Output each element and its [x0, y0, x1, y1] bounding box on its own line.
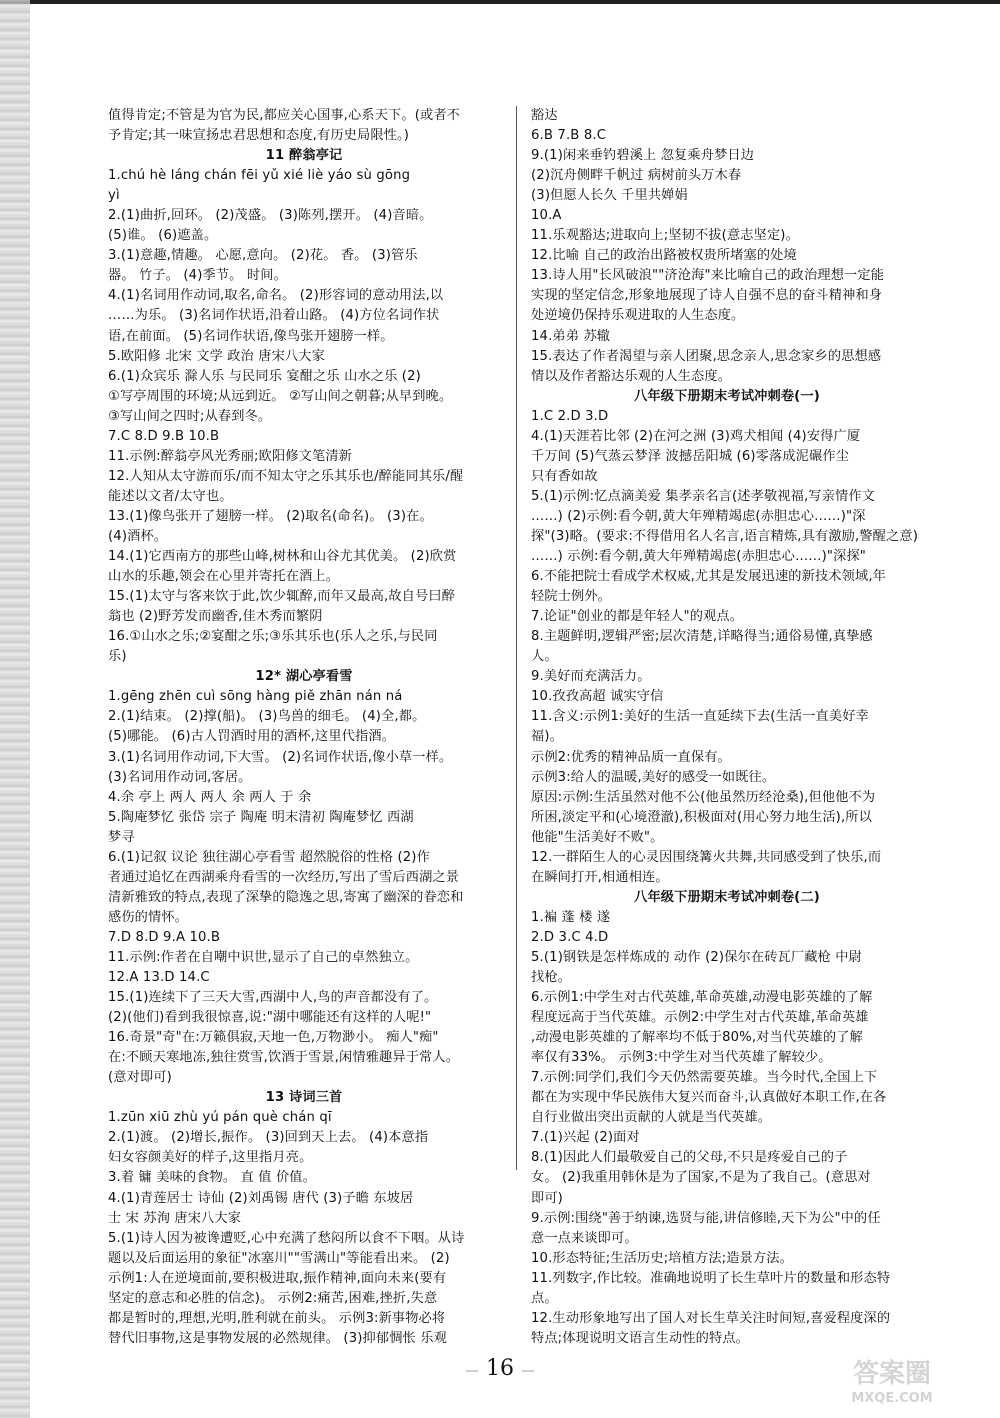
answer-line: 2.(1)渡。 (2)增长,振作。 (3)回到天上去。 (4)本意指: [108, 1130, 429, 1146]
answer-line: 8.(1)因此人们最敬爱自己的父母,不只是疼爱自己的子: [531, 1150, 848, 1166]
answer-line: 在瞬间打开,相通相连。: [531, 869, 669, 885]
answer-line: ……) 示例:看今朝,黄大年殚精竭虑(赤胆忠心……)"深探": [531, 549, 867, 565]
answer-line: 11.列数字,作比较。准确地说明了长生草叶片的数量和形态特: [531, 1270, 891, 1286]
answer-line: 16.①山水之乐;②宴酣之乐;③乐其乐也(乐人之乐,与民同: [108, 629, 438, 645]
answer-line: 只有香如故: [531, 468, 598, 484]
section-heading: 八年级下册期末考试冲刺卷(二): [634, 889, 820, 905]
answer-line: 值得肯定;不管是为官为民,都应关心国事,心系天下。(或者不: [108, 108, 461, 123]
answer-line: 他能"生活美好不败"。: [531, 829, 664, 845]
answer-line: 自行业做出突出贡献的人就是当代英雄。: [531, 1110, 772, 1126]
answer-line: 10.形态特征;生活历史;培植方法;造景方法。: [531, 1250, 793, 1266]
answer-line: 9.(1)闲来垂钓碧溪上 忽复乘舟梦日边: [531, 148, 755, 164]
answer-line: 人。: [531, 649, 558, 665]
watermark-title: 答案圈: [852, 1359, 932, 1389]
answer-line: 7.示例:同学们,我们今天仍然需要英雄。当今时代,全国上下: [531, 1070, 878, 1086]
answer-line: (4)酒杯。: [108, 528, 168, 544]
answer-line: 4.(1)天涯若比邻 (2)在河之洲 (3)鸡犬相闻 (4)安得广厦: [531, 428, 861, 444]
answer-line: (5)谁。 (6)遮盖。: [108, 228, 218, 244]
answer-line: 替代旧事物,这是事物发展的必然规律。 (3)抑郁惆怅 乐观: [108, 1330, 447, 1346]
section-heading: 12* 湖心亭看雪: [255, 669, 353, 685]
page-number-dash-left: —: [465, 1363, 479, 1379]
answer-line: 12.一群陌生人的心灵因围绕篝火共舞,共同感受到了快乐,而: [531, 849, 882, 865]
answer-line: 予肯定;其一味宣扬忠君思想和态度,有历史局限性。): [108, 128, 410, 144]
page-number-dash-right: —: [521, 1363, 535, 1379]
answer-line: 7.D 8.D 9.A 10.B: [108, 929, 221, 945]
answer-line: 1.chú hè láng chán fēi yǔ xié liè yáo sù gōng: [108, 168, 411, 184]
answer-line: 特点;体现说明文语言生动性的特点。: [531, 1330, 749, 1346]
answer-line: 15.(1)连续下了三天大雪,西湖中人,鸟的声音都没有了。: [108, 990, 438, 1006]
answer-line: 6.B 7.B 8.C: [531, 128, 607, 144]
answer-line: 福)。: [531, 729, 563, 745]
answer-line: (2)(他们)看到我很惊喜,说:"湖中哪能还有这样的人呢!": [108, 1010, 432, 1026]
answer-line: 6.(1)记叙 议论 独往湖心亭看雪 超然脱俗的性格 (2)作: [108, 849, 430, 865]
answer-line: yì: [108, 188, 120, 204]
answer-line: 1.褊 蓬 楼 遂: [531, 909, 611, 925]
answer-line: 5.(1)示例:忆点滴美爱 集孝亲名言(述孝敬视福,写亲情作文: [531, 488, 876, 504]
answer-line: 2.(1)曲折,回环。 (2)茂盛。 (3)陈列,摆开。 (4)音暗。: [108, 208, 433, 224]
answer-line: 11.乐观豁达;进取向上;坚韧不拔(意志坚定)。: [531, 228, 799, 244]
answer-line: 11.示例:醉翁亭风光秀丽;欧阳修文笔清新: [108, 448, 353, 464]
answer-line: 9.美好而充满活力。: [531, 669, 651, 685]
answer-line: 8.主题鲜明,逻辑严密;层次清楚,详略得当;通俗易懂,真挚感: [531, 629, 873, 645]
answer-line: 都是暂时的,理想,光明,胜利就在前头。 示例3:新事物必将: [108, 1310, 446, 1326]
answer-line: 翁也 (2)野芳发而幽香,佳木秀而繁阴: [108, 609, 323, 625]
answer-line: 山水的乐趣,领会在心里并寄托在酒上。: [108, 569, 340, 585]
answer-line: 者通过追忆在西湖乘舟看雪的一次经历,写出了雪后西湖之景: [108, 869, 460, 885]
answer-line: ……) (2)示例:看今朝,黄大年殚精竭虑(赤胆忠心……)"深: [531, 508, 866, 524]
answer-line: 妇女容颜美好的样子,这里指月亮。: [108, 1150, 313, 1166]
answer-line: 10.孜孜高超 诚实守信: [531, 689, 664, 705]
answer-line: 3.(1)意趣,情趣。 心愿,意向。 (2)花。 香。 (3)管乐: [108, 248, 418, 264]
answer-line: 7.(1)兴起 (2)面对: [531, 1130, 640, 1146]
answer-line: 实现的坚定信念,形象地展现了诗人自强不息的奋斗精神和身: [531, 288, 883, 304]
answer-line: ③写山间之四时;从春到冬。: [108, 408, 272, 424]
answer-line: (3)名词用作动词,客居。: [108, 769, 252, 785]
answer-line: 找枪。: [531, 970, 572, 986]
answer-line: 13.诗人用"长风破浪""济沧海"来比喻自己的政治理想一定能: [531, 268, 885, 284]
answer-line: ,动漫电影英雄的了解率均不低于80%,对当代英雄的了解: [531, 1030, 863, 1046]
answer-line: (意对即可): [108, 1070, 172, 1086]
answer-line: (5)哪能。 (6)古人罚酒时用的酒杯,这里代指酒。: [108, 729, 396, 745]
answer-line: 11.含义:示例1:美好的生活一直延续下去(生活一直美好幸: [531, 709, 869, 725]
section-heading: 13 诗词三首: [265, 1090, 343, 1106]
answer-line: 题以及后面运用的象征"冰塞川""雪满山"等能看出来。 (2): [108, 1250, 450, 1266]
answer-line: 语,在前面。 (5)名词作状语,像鸟张开翅膀一样。: [108, 328, 394, 344]
answer-line: 6.不能把院士看成学术权威,尤其是发展迅速的新技术领域,年: [531, 569, 887, 585]
answer-line: 探"(3)略。(要求:不得借用名人名言,语言精炼,具有激励,警醒之意): [531, 528, 918, 544]
answer-line: 示例2:优秀的精神品质一直保有。: [531, 749, 731, 765]
answer-line: 9.示例:围绕"善于纳谏,选贤与能,讲信修睦,天下为公"中的任: [531, 1210, 881, 1226]
answer-line: 处逆境仍保持乐观进取的人生态度。: [531, 308, 745, 324]
answer-line: 都在为实现中华民族伟大复兴而奋斗,认真做好本职工作,在各: [531, 1090, 887, 1106]
answer-line: 原因:示例:生活虽然对他不公(他虽然历经沧桑),但他他不为: [531, 789, 876, 805]
answer-line: 3.(1)名词用作动词,下大雪。 (2)名词作状语,像小草一样。: [108, 749, 453, 765]
right-column: [531, 106, 923, 1349]
section-heading: 八年级下册期末考试冲刺卷(一): [634, 388, 820, 404]
answer-line: 意一点来谈即可。: [531, 1230, 638, 1246]
answer-line: 程度远高于当代英雄。示例2:中学生对古代英雄,革命英雄: [531, 1010, 869, 1026]
answer-line: 1.zūn xiū zhù yú pán què chán qī: [108, 1110, 332, 1126]
left-column: [108, 106, 500, 1349]
answer-line: 2.(1)结束。 (2)撑(船)。 (3)鸟兽的细毛。 (4)全,都。: [108, 709, 426, 725]
answer-line: 5.(1)钢铁是怎样炼成的 动作 (2)保尔在砖瓦厂藏枪 中尉: [531, 949, 862, 965]
answer-line: 15.(1)太守与客来饮于此,饮少辄醉,而年又最高,故自号曰醉: [108, 589, 456, 605]
answer-line: 4.余 亭上 两人 两人 余 两人 于 余: [108, 789, 312, 805]
answer-line: 1.gēng zhēn cuì sōng hàng piě zhān nán ná: [108, 689, 403, 705]
page-number: 16: [486, 1356, 514, 1381]
answer-line: 1.C 2.D 3.D: [531, 408, 609, 424]
answer-line: 14.弟弟 苏辙: [531, 328, 611, 344]
answer-line: 6.示例1:中学生对古代英雄,革命英雄,动漫电影英雄的了解: [531, 990, 873, 1006]
answer-line: 5.陶庵梦忆 张岱 宗子 陶庵 明末清初 陶庵梦忆 西湖: [108, 809, 414, 825]
answer-line: 7.C 8.D 9.B 10.B: [108, 428, 220, 444]
section-heading: 11 醉翁亭记: [265, 148, 343, 164]
answer-line: ……为乐。 (3)名词作状语,沿着山路。 (4)方位名词作状: [108, 308, 440, 324]
answer-line: 即可): [531, 1190, 563, 1206]
answer-line: 12.A 13.D 14.C: [108, 970, 210, 986]
watermark-url: MXQE.COM: [851, 1391, 933, 1406]
answer-line: 5.欧阳修 北宋 文学 政治 唐宋八大家: [108, 348, 325, 364]
answer-line: 清新雅致的特点,表现了深挚的隐逸之思,寄寓了幽深的眷恋和: [108, 889, 464, 905]
column-divider: [516, 106, 517, 1170]
scan-edge-strip: [0, 0, 30, 1418]
answer-line: 示例1:人在逆境面前,要积极进取,振作精神,面向未来(要有: [108, 1270, 447, 1286]
answer-line: 4.(1)青莲居士 诗仙 (2)刘禹锡 唐代 (3)子瞻 东坡居: [108, 1190, 414, 1206]
answer-line: (2)沉舟侧畔千帆过 病树前头万木春: [531, 168, 742, 184]
top-border-rule: [0, 0, 1000, 4]
answer-line: 感伤的情怀。: [108, 909, 189, 925]
answer-line: 士 宋 苏洵 唐宋八大家: [108, 1210, 242, 1226]
answer-line: ①写亭周围的环境;从远到近。 ②写山间之朝暮;从早到晚。: [108, 388, 453, 404]
answer-line: 所困,淡定平和(心境澄澈),积极面对(用心努力地生活),所以: [531, 809, 872, 825]
answer-line: 千万间 (5)气蒸云梦泽 波撼岳阳城 (6)零落成泥碾作尘: [531, 448, 850, 464]
watermark-logo: [812, 1352, 972, 1408]
answer-line: 女。 (2)我重用韩休是为了国家,不是为了我自己。(意思对: [531, 1170, 871, 1186]
answer-line: 11.示例:作者在自嘲中识世,显示了自己的卓然独立。: [108, 949, 419, 965]
answer-line: 情以及作者豁达乐观的人生态度。: [531, 368, 732, 384]
answer-line: 梦寻: [108, 829, 135, 845]
answer-line: 坚定的意志和必胜的信念)。 示例2:痛苦,困难,挫折,失意: [108, 1290, 438, 1306]
answer-line: 乐): [108, 649, 127, 665]
answer-line: 10.A: [531, 208, 562, 224]
answer-line: 3.着 镛 美味的食物。 直 值 价值。: [108, 1170, 316, 1186]
answer-line: 点。: [531, 1290, 558, 1306]
answer-line: 16.奇景"奇"在:万籁俱寂,天地一色,万物渺小。 痴人"痴": [108, 1030, 439, 1046]
answer-line: 示例3:给人的温暖,美好的感受一如既往。: [531, 769, 776, 785]
answer-line: 13.(1)像鸟张开了翅膀一样。 (2)取名(命名)。 (3)在。: [108, 508, 433, 524]
answer-line: 12.人知从太守游而乐/而不知太守之乐其乐也/醉能同其乐/醒: [108, 468, 464, 484]
answer-line: 12.比喻 自己的政治出路被权贵所堵塞的处境: [531, 248, 797, 264]
answer-line: 6.(1)众宾乐 滁人乐 与民同乐 宴酣之乐 山水之乐 (2): [108, 368, 421, 384]
answer-line: 15.表达了作者渴望与亲人团聚,思念亲人,思念家乡的思想感: [531, 348, 882, 364]
answer-line: 5.(1)诗人因为被谗遭贬,心中充满了愁闷所以食不下咽。从诗: [108, 1230, 465, 1246]
answer-line: 率仅有33%。 示例3:中学生对当代英雄了解较少。: [531, 1050, 832, 1066]
answer-line: 器。 竹子。 (4)季节。 时间。: [108, 268, 287, 284]
answer-line: 7.论证"创业的都是年轻人"的观点。: [531, 609, 744, 625]
answer-line: 4.(1)名词用作动词,取名,命名。 (2)形容词的意动用法,以: [108, 288, 444, 304]
answer-line: 2.D 3.C 4.D: [531, 929, 609, 945]
answer-line: (3)但愿人长久 千里共婵娟: [531, 188, 688, 204]
answer-line: 能述以文者/太守也。: [108, 488, 233, 504]
answer-line: 在:不顾天寒地冻,独往赏雪,饮酒于雪景,闲情雅趣异于常人。: [108, 1050, 460, 1066]
answer-line: 14.(1)它西南方的那些山峰,树林和山谷尤其优美。 (2)欣赏: [108, 549, 457, 565]
answer-line: 轻院士例外。: [531, 589, 612, 605]
answer-line: 12.生动形象地写出了国人对长生草关注时间短,喜爱程度深的: [531, 1310, 891, 1326]
answer-line: 豁达: [531, 108, 558, 123]
